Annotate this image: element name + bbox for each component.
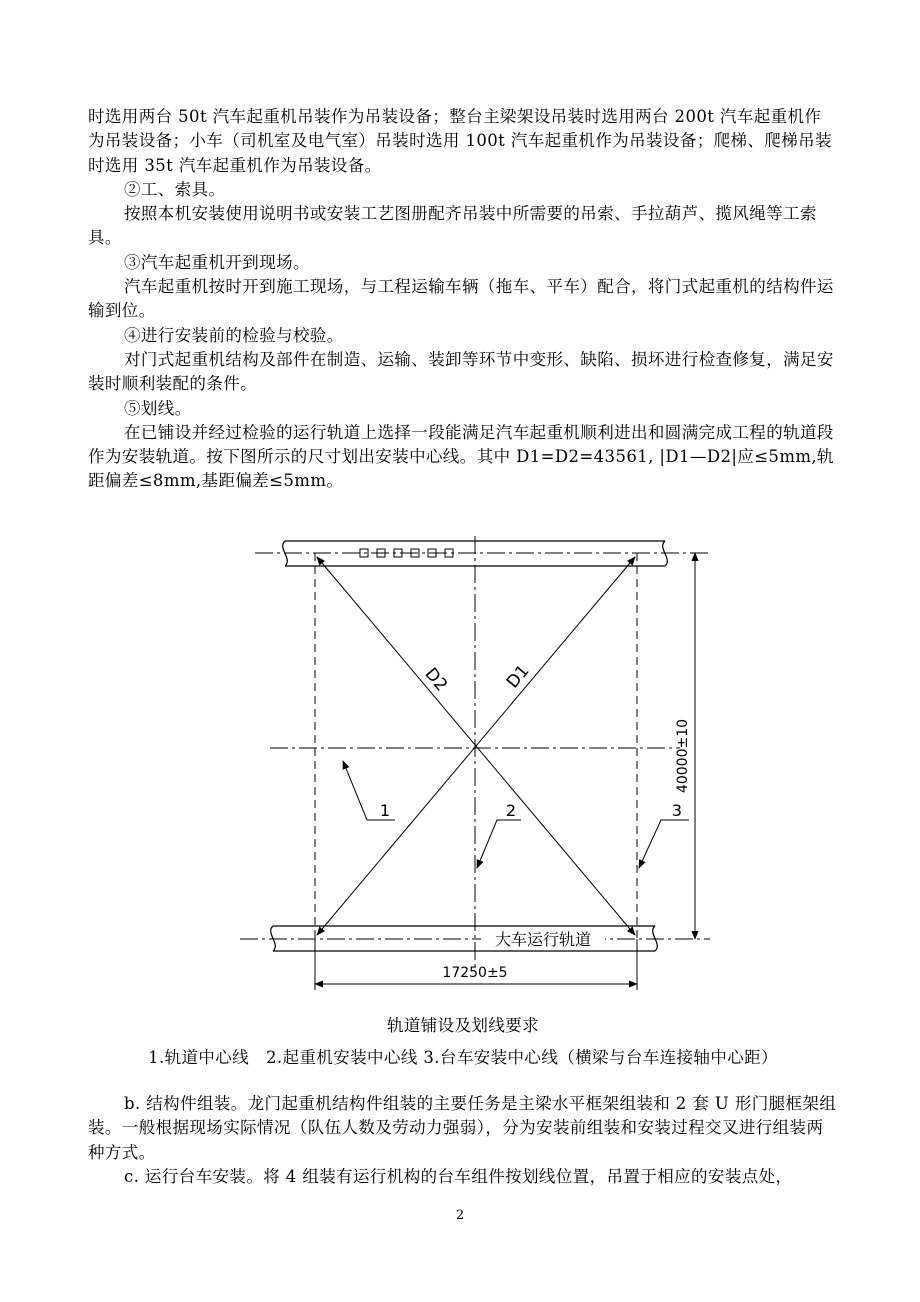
leader-1 <box>343 761 395 820</box>
paragraph-crane-arrival: 汽车起重机按时开到施工现场，与工程运输车辆（拖车、平车）配合，将门式起重机的结构件运输到位。 <box>88 277 834 321</box>
step-heading-inspection: ④进行安装前的检验与校验。 <box>124 325 344 345</box>
step-heading-tools: ②工、索具。 <box>124 179 226 199</box>
figure-caption-legend: 1.轨道中心线 2.起重机安装中心线 3.台车安装中心线（横梁与台车连接轴中心距） <box>148 1048 778 1067</box>
step-heading-crane-arrival: ③汽车起重机开到现场。 <box>124 252 310 272</box>
figure-caption-title: 轨道铺设及划线要求 <box>386 1016 540 1035</box>
leader-label-2: 2 <box>505 801 517 820</box>
label-d1: D1 <box>502 661 534 693</box>
leader-label-1: 1 <box>379 801 391 820</box>
step-heading-marking: ⑤划线。 <box>124 398 192 418</box>
paragraph-equipment: 时选用两台 50t 汽车起重机吊装作为吊装设备；整台主梁架设吊装时选用两台 200t 汽车起重机作为吊装设备；小车（司机室及电气室）吊装时选用 100t 汽车起重机作为吊装设备；爬梯、爬梯吊装时选用 35t 汽车起重机作为吊装设备。 <box>88 107 832 175</box>
leader-3 <box>639 801 689 868</box>
label-d2: D2 <box>420 664 452 696</box>
rail-label: 大车运行轨道 <box>494 930 592 949</box>
body-text-top <box>88 105 838 494</box>
height-label: 40000±10 <box>675 718 691 794</box>
paragraph-marking: 在已铺设并经过检验的运行轨道上选择一段能满足汽车起重机顺利进出和圆满完成工程的轨道段作为安装轨道。按下图所示的尺寸划出安装中心线。其中 D1=D2=43561, |D1—D2|应≤5mm,轨距偏差≤8mm,基距偏差≤5mm。 <box>88 422 834 491</box>
leader-2 <box>477 801 521 868</box>
paragraph-tools: 按照本机安装使用说明书或安装工艺图册配齐吊装中所需要的吊索、手拉葫芦、揽风绳等工索具。 <box>88 204 817 248</box>
width-label: 17250±5 <box>442 965 508 981</box>
paragraph-bogie-installation: c. 运行台车安装。将 4 组装有运行机构的台车组件按划线位置，吊置于相应的安装点处， <box>124 1166 793 1186</box>
body-text-bottom <box>88 1092 838 1189</box>
track-layout-diagram <box>225 528 725 998</box>
page-number: 2 <box>455 1208 465 1223</box>
paragraph-inspection: 对门式起重机结构及部件在制造、运输、装卸等环节中变形、缺陷、损坏进行检查修复，满足安装时顺利装配的条件。 <box>88 349 834 394</box>
track-layout-figure <box>225 528 725 998</box>
leader-label-3: 3 <box>671 801 683 820</box>
paragraph-structure-assembly: b. 结构件组装。龙门起重机结构件组装的主要任务是主梁水平框架组装和 2 套 U 形门腿框架组装。一般根据现场实际情况（队伍人数及劳动力强弱），分为安装前组装和安装过程交叉进行组装两种方式。 <box>88 1094 837 1162</box>
height-dimension <box>675 553 695 939</box>
top-rail <box>255 541 710 566</box>
